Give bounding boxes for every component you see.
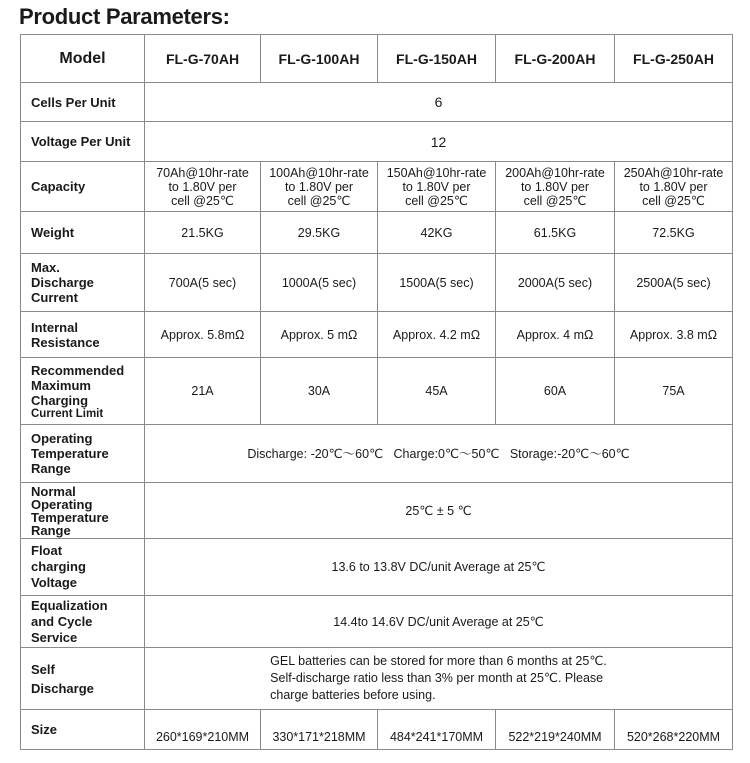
charging-70ah: 21A	[145, 358, 261, 425]
table-row	[21, 83, 733, 122]
capacity-200ah	[496, 162, 615, 212]
capacity-line: to 1.80V per	[168, 179, 237, 194]
table-row	[21, 596, 733, 648]
table-row	[21, 483, 733, 539]
self-discharge-line: charge batteries before using.	[270, 688, 436, 702]
table-row	[21, 254, 733, 312]
capacity-70ah	[145, 162, 261, 212]
label-line: Voltage	[31, 575, 77, 590]
label-line: Service	[31, 629, 78, 645]
label-line: and Cycle	[31, 613, 93, 629]
weight-70ah: 21.5KG	[145, 212, 261, 254]
capacity-line: cell @25℃	[523, 193, 587, 208]
model-header-150ah: FL-G-150AH	[378, 35, 496, 83]
charging-200ah: 60A	[496, 358, 615, 425]
product-parameters-table	[20, 34, 733, 750]
discharge-150ah: 1500A(5 sec)	[378, 254, 496, 312]
model-header: Model	[21, 35, 145, 83]
capacity-line: to 1.80V per	[402, 179, 471, 194]
capacity-line: to 1.80V per	[520, 179, 590, 194]
capacity-line: 150Ah@10hr-rate	[386, 165, 487, 180]
label-line: Normal	[31, 483, 76, 499]
label-line: Discharge	[31, 680, 94, 696]
size-200ah: 522*219*240MM	[496, 710, 615, 750]
row-label-resistance	[21, 312, 145, 358]
row-label-self-discharge	[21, 648, 145, 710]
row-label-capacity: Capacity	[21, 162, 145, 212]
label-line: Recommended	[31, 362, 125, 378]
table-row	[21, 122, 733, 162]
table-row	[21, 648, 733, 710]
charging-150ah: 45A	[378, 358, 496, 425]
row-label-discharge	[21, 254, 145, 312]
capacity-line: to 1.80V per	[284, 179, 354, 194]
label-line: Temperature	[31, 446, 109, 461]
label-line: Maximum	[31, 377, 91, 393]
label-line: Operating	[31, 431, 93, 446]
row-label-weight: Weight	[21, 212, 145, 254]
discharge-250ah: 2500A(5 sec)	[615, 254, 733, 312]
weight-250ah: 72.5KG	[615, 212, 733, 254]
size-70ah: 260*169*210MM	[145, 710, 261, 750]
self-discharge-line: Self-discharge ratio less than 3% per month at 25℃. Please	[270, 671, 604, 685]
table-header-row	[21, 35, 733, 83]
row-label-normal-temp	[21, 483, 145, 539]
model-header-200ah: FL-G-200AH	[496, 35, 615, 83]
label-line: Internal	[31, 319, 78, 335]
row-label-cells: Cells Per Unit	[21, 83, 145, 122]
op-temp-value: Discharge: -20℃～60℃ Charge:0℃～50℃ Storage:-20℃～60℃	[145, 425, 733, 483]
capacity-line: 70Ah@10hr-rate	[156, 165, 249, 180]
resistance-100ah: Approx. 5 mΩ	[261, 312, 378, 358]
row-label-voltage: Voltage Per Unit	[21, 122, 145, 162]
label-line: Self	[31, 661, 55, 677]
row-label-float	[21, 539, 145, 596]
capacity-line: 100Ah@10hr-rate	[269, 165, 369, 180]
weight-100ah: 29.5KG	[261, 212, 378, 254]
label-line: Range	[31, 522, 71, 538]
label-line: Equalization	[31, 597, 108, 613]
label-line: Resistance	[31, 334, 100, 350]
row-label-size: Size	[21, 710, 145, 750]
table-row	[21, 710, 733, 750]
model-header-70ah: FL-G-70AH	[145, 35, 261, 83]
size-100ah: 330*171*218MM	[261, 710, 378, 750]
discharge-200ah: 2000A(5 sec)	[496, 254, 615, 312]
voltage-value: 12	[145, 122, 733, 162]
model-header-250ah: FL-G-250AH	[615, 35, 733, 83]
weight-200ah: 61.5KG	[496, 212, 615, 254]
capacity-line: cell @25℃	[287, 193, 351, 208]
label-line: Discharge	[31, 275, 94, 290]
row-label-equalization	[21, 596, 145, 648]
label-line: Operating	[31, 496, 93, 512]
capacity-line: to 1.80V per	[639, 179, 708, 194]
row-label-op-temp	[21, 425, 145, 483]
page-title: Product Parameters:	[19, 4, 230, 29]
resistance-150ah: Approx. 4.2 mΩ	[378, 312, 496, 358]
float-value: 13.6 to 13.8V DC/unit Average at 25℃	[145, 539, 733, 596]
discharge-70ah: 700A(5 sec)	[145, 254, 261, 312]
label-line: Float	[31, 543, 63, 558]
capacity-250ah	[615, 162, 733, 212]
table-row	[21, 212, 733, 254]
size-250ah: 520*268*220MM	[615, 710, 733, 750]
capacity-line: cell @25℃	[642, 193, 705, 208]
charging-250ah: 75A	[615, 358, 733, 425]
table-row	[21, 358, 733, 425]
discharge-100ah: 1000A(5 sec)	[261, 254, 378, 312]
self-discharge-value	[145, 648, 733, 710]
model-header-100ah: FL-G-100AH	[261, 35, 378, 83]
label-line: Range	[31, 461, 71, 476]
label-line: Temperature	[31, 509, 109, 525]
table-row	[21, 539, 733, 596]
row-label-charging	[21, 358, 145, 425]
table-row	[21, 312, 733, 358]
charging-100ah: 30A	[261, 358, 378, 425]
capacity-line: cell @25℃	[405, 193, 468, 208]
resistance-200ah: Approx. 4 mΩ	[496, 312, 615, 358]
self-discharge-line: GEL batteries can be stored for more than 6 months at 25℃.	[270, 654, 607, 668]
capacity-line: cell @25℃	[171, 193, 234, 208]
table-row	[21, 162, 733, 212]
resistance-70ah: Approx. 5.8mΩ	[145, 312, 261, 358]
label-line: Max.	[31, 260, 60, 275]
capacity-150ah	[378, 162, 496, 212]
capacity-100ah	[261, 162, 378, 212]
resistance-250ah: Approx. 3.8 mΩ	[615, 312, 733, 358]
label-line: Charging	[31, 392, 89, 408]
capacity-line: 200Ah@10hr-rate	[505, 165, 605, 180]
capacity-line: 250Ah@10hr-rate	[623, 165, 724, 180]
label-line: Current Limit	[31, 407, 104, 420]
equalization-value: 14.4to 14.6V DC/unit Average at 25℃	[145, 596, 733, 648]
cells-value: 6	[145, 83, 733, 122]
size-150ah: 484*241*170MM	[378, 710, 496, 750]
normal-temp-value: 25℃ ± 5 ℃	[145, 483, 733, 539]
weight-150ah: 42KG	[378, 212, 496, 254]
table-row	[21, 425, 733, 483]
label-line: Current	[31, 290, 78, 305]
label-line: charging	[31, 559, 86, 574]
